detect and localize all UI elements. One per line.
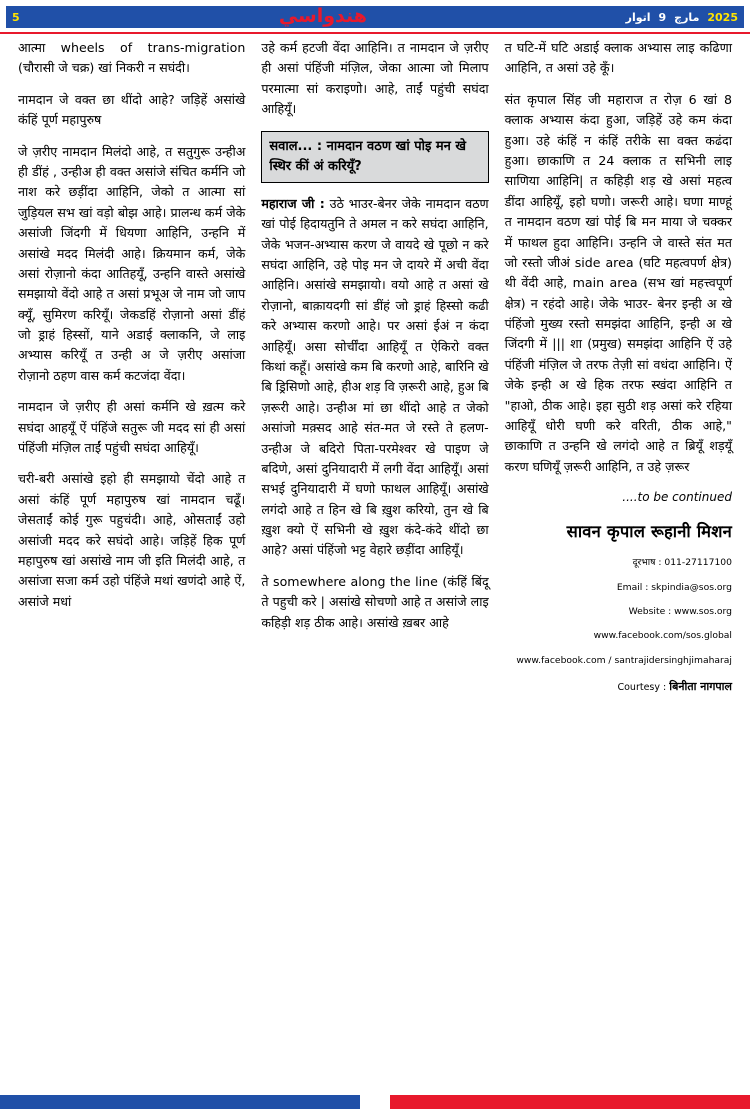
- paragraph: ते somewhere along the line (कंहिं बिंदू ते पहुची करे | असांखे सोचणो आहे त असांजे लाइ कहिड़ी शड़ ठीक आहे। असांखे ख़बर आहे: [261, 573, 489, 630]
- contact-phone: दूरभाष : 011-27117100: [632, 557, 732, 569]
- contact-facebook-maharaj: www.facebook.com / santrajidersinghjimaharaj: [516, 654, 732, 666]
- answer-text: उठे भाउर-बेनर जेके नामदान वठण खां पोई हिदायतुनि ते अमल न करे सघंदा आहिनि, जेके भजन-अभ्यास करण जे वायदे खे पूछो न करे सघंदा आहिनि, उहे पोइ मन जे दायरे में अची वेंदा आहिनि। असांखे समझायो। वयो आहे त असां खे रोज़ानो, बाक़ायदगी सां डींहं जो ड्राहं हिस्सो कढी करे अभ्यास करणो आहे। पर असां ईअं न कंदा आहियूँ। असा सोर्चींदा आहियूँ त ऐकिरो वक्त किथां कहूँ। असांखे कम बि करणो आहे, बारिनि खे बि ड्रिसिणो आहे, हीअ शड़ वि ज़रूरी आहे, हुअ बि ज़रूरी आहे। उन्हीअ मां छा थींदो आहे त जेको असांजो मक़्सद आहे संत-मत जे रस्ते ते हलण- उन्हीअ जे बदिरो पिता-परमेश्वर खे पाइण जे बदिणे, असां दुनियादारी में लगी वेंदा आहियूँ। असां सभई दुनियादारी में घणो फाथल आहियूँ। असांखे लगंदो आहे त हिन खे बि ख़ुश करियो, तुन खे बि ख़ुश क्यो ऐं सभिनी खे ख़ुश कंदे-कंदे थींदो छा आहे? असां पंहिंजो भट्ट वेहारे छड़ींदा आहियूँ।: [261, 195, 489, 558]
- article-body: [0, 38, 750, 1083]
- courtesy-label: Courtesy :: [617, 682, 667, 694]
- issue-year: 2025: [707, 10, 738, 24]
- page-number: 5: [12, 10, 21, 24]
- contact-facebook-global: www.facebook.com/sos.global: [593, 630, 732, 642]
- footer-bar-red: [390, 1095, 750, 1109]
- paragraph: जे ज़रीए नामदान मिलंदो आहे, त सतुगुरू उन्हीअ ही डींहं , उन्हीअ ही वक्त असांजे संचित कर्मनि जो नाश करे छड़ींदा आहिनि, जेको त आत्मा सां जुड़ियल सभ खां वड़ो बोझ आहे। प्रालन्ध कर्म जेके असांजी जिंदगी में धियणा आहिनि, उन्हनि में असांखे मदद मिलंदी आहे। क्रियमान कर्म, जेके असां रोज़ानो कंदा आतिहयूँ, उन्हनि वास्ते असांखे समझायो वेंदो आहे त असां प्रभूअ जे नाम जो जाप क्यूँ, सुमिरण करियूँ। जेकडहिं रोज़ानो असां डींहं जो ड्राहं हिस्सों, याने अडाई क्लाकनि, जे लाइ अभ्यास करियूँ त उन्ही अ जे ज़रीए असांजा रोज़ानो ठहण वास कर्म कटजंदा वेंदा।: [18, 143, 246, 383]
- issue-date: [626, 11, 738, 24]
- contact-website: Website : www.sos.org: [628, 606, 732, 618]
- courtesy-name: बिनीता नागपाल: [669, 680, 732, 694]
- paragraph: त घटि-में घटि अडाई क्लाक अभ्यास लाइ कढिणा आहिनि, त असां उहे कूँ।: [504, 40, 732, 76]
- answer-label: महाराज जी :: [261, 195, 325, 211]
- issue-month: مارچ: [674, 10, 700, 24]
- contact-email: Email : skpindia@sos.org: [616, 581, 732, 593]
- question-text: नामदान वठण खां पोइ मन खे स्थिर कीं अं करियूँ?: [269, 138, 467, 174]
- paragraph: नामदान जे वक्त छा थींदो आहे? जड़िहें असांखे कंहिं पूर्ण महापुरुष: [18, 91, 246, 128]
- page-footer: [0, 1095, 750, 1109]
- paragraph: उहे कर्म हटजी वेंदा आहिनि। त नामदान जे ज़रीए ही असां पंहिंजी मंज़िल, जेका आत्मा जो मिलाप परमात्मा सां कराइणो। आहे, ताईं पहुंची सघंदा आहियूँ।: [261, 40, 489, 117]
- organization-name: सावन कृपाल रूहानी मिशन: [566, 521, 732, 541]
- issue-day: اتوار: [625, 10, 651, 24]
- paragraph: नामदान जे ज़रीए ही असां कर्मनि खे ख़त्म करे सघंदा आहयूँ ऐं पंहिंजे सतुरू जी मदद सां ही असां पंहिंजी मंज़िल ताईं पहुंची सघंदा आहियूँ।: [18, 399, 246, 456]
- paragraph: आत्मा wheels of trans-migration (चौरासी जे चक्र) खां निकरी न सघंदी।: [18, 40, 246, 76]
- masthead-title: هندواسي: [278, 5, 367, 27]
- masthead-band: [6, 6, 744, 28]
- column-1: [10, 38, 253, 1083]
- question-label: सवाल... :: [269, 138, 323, 154]
- issue-date-number: 9: [658, 10, 667, 24]
- question-box: [261, 131, 488, 183]
- paragraph: संत कृपाल सिंह जी महाराज त रोज़ 6 खां 8 क्लाक अभ्यास कंदा हुआ, जड़िहें उहे कम कंदा हुआ। उहे कंहिं न कंहिं तरीके सा वक्त कढंदा हुआ। छाकाणि त 24 क्लाक त सभिनी लाइ साणिया आहिनि| त कहिड़ी शड़ खे असां महत्व डींदा आहियूँ, इहो घणो। जरूरी आहे। घणा माण्हूं त नामदान वठण खां पोई बि मन माया जे चक्कर में फाथल हुदा आहिनि। उन्हनि जे वास्ते संत मत जो रस्तो जीअं side area (घटि महत्वपर्ण क्षेत्र) थी वेंदी आहे, main area (सभ खां महत्त्वपूर्ण क्षेत्र) न रहंदो आहे। जेके भाउर- बेनर इन्ही अ खे पंहिंजो मुख्य रस्तो समझंदा आहिनि, इन्ही अ खे जिंदगी में ||| शा (प्रमुख) समझंदा आहिनि ऐं उहे पंहिंजी मंज़िल जे तरफ तेज़ी सां वधंदा आहिनि। ऐं जेके इन्ही अ खे हिक तरफ स्खंदा आहिनि त "हाओ, ठीक आहे। इहा सुठी शड़ असां करे रहिया आहियूँ धोरी घणी करे वरिती, ठीक आहे," छाकाणि त उन्हनि खे लगंदो आहे त ब्रियूँ शड़यूँ करण घणियूँ ज़रूरी आहिनि, त उहे ज़रूर: [504, 91, 732, 474]
- to-be-continued: ....to be continued: [622, 490, 732, 505]
- paragraph: चरी-बरी असांखे इहो ही समझायो चेंदो आहे त असां कंहिं पूर्ण महापुरुष खां नामदान चढूँ। जेसताईं कोई गुरू पहुचंदी। आहे, ओसताईं उहो असांजी मदद करे सघंदो आहे। जड़िहें हिक पूर्ण महापुरुष खां असांखे नाम जी इति मिलंदी आहे, त असांजा सजा कर्म उहो पंहिंजे मथां खणंदो आहे ऐं, असांजे मधां: [18, 471, 246, 609]
- courtesy-line: [505, 678, 732, 696]
- page-header: [0, 0, 750, 34]
- footer-bar-blue: [0, 1095, 360, 1109]
- column-3: [497, 38, 740, 1083]
- paragraph: [261, 194, 488, 561]
- footer-bar-white: [360, 1095, 390, 1109]
- column-2: [253, 38, 496, 1083]
